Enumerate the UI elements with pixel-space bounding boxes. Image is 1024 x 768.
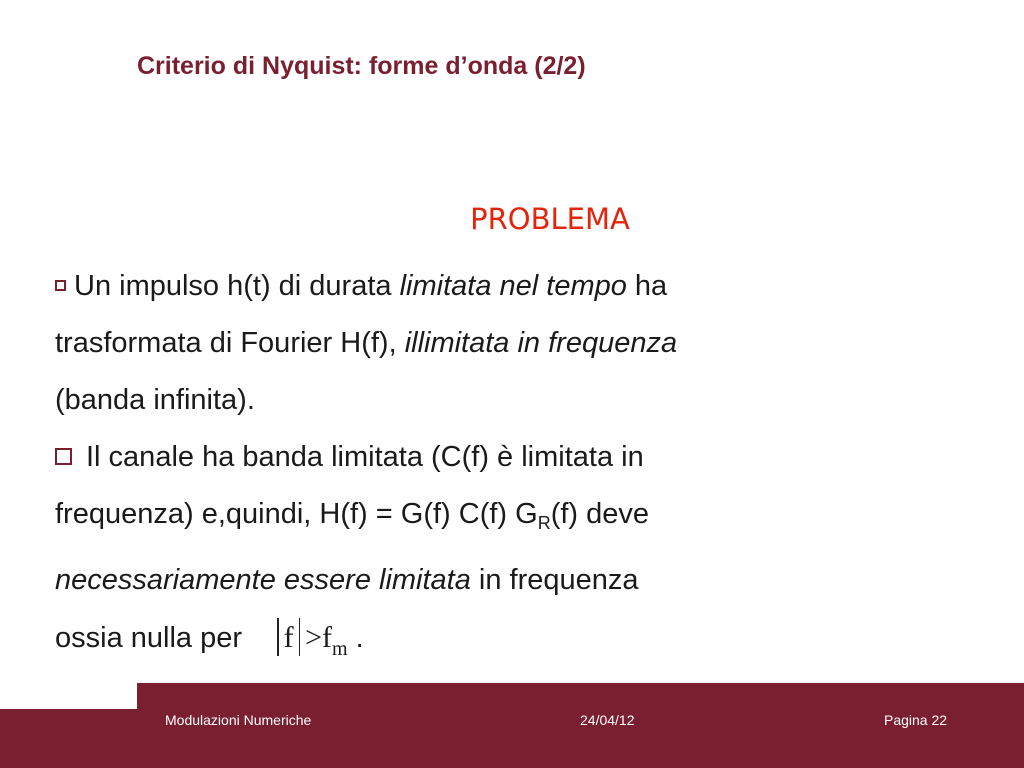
bullet-2: Il canale ha banda limitata (C(f) è limitata in (55, 429, 985, 486)
slide-body: Un impulso h(t) di durata limitata nel tempo ha trasformata di Fourier H(f), illimitata in frequenza (banda infinita). Il canale ha banda limitata (C(f) è limitata in frequenza) e,quindi, H(f) = G(f) C(f) $G_R(f)$ deve necessariamente essere limitata in frequenza ossia nulla per $f >f_m$ . (55, 258, 985, 678)
slide-title: Criterio di Nyquist: forme d’onda (2/2) (137, 52, 586, 80)
footer-band (0, 709, 1024, 768)
footer-page-number: Pagina 22 (884, 712, 948, 728)
abs-f-greater-fm-formula: $f >f_m$ (272, 609, 347, 678)
footer-tab (137, 683, 1024, 711)
bullet-1: Un impulso h(t) di durata limitata nel tempo ha (55, 258, 985, 315)
abs-bar-right (299, 618, 301, 656)
abs-bar-left (277, 618, 279, 656)
footer-course-title: Modulazioni Numeriche (165, 712, 312, 728)
problem-heading: PROBLEMA (470, 202, 630, 236)
footer-date: 24/04/12 (580, 712, 635, 728)
square-bullet-icon (55, 280, 66, 291)
square-bullet-icon (55, 448, 72, 465)
